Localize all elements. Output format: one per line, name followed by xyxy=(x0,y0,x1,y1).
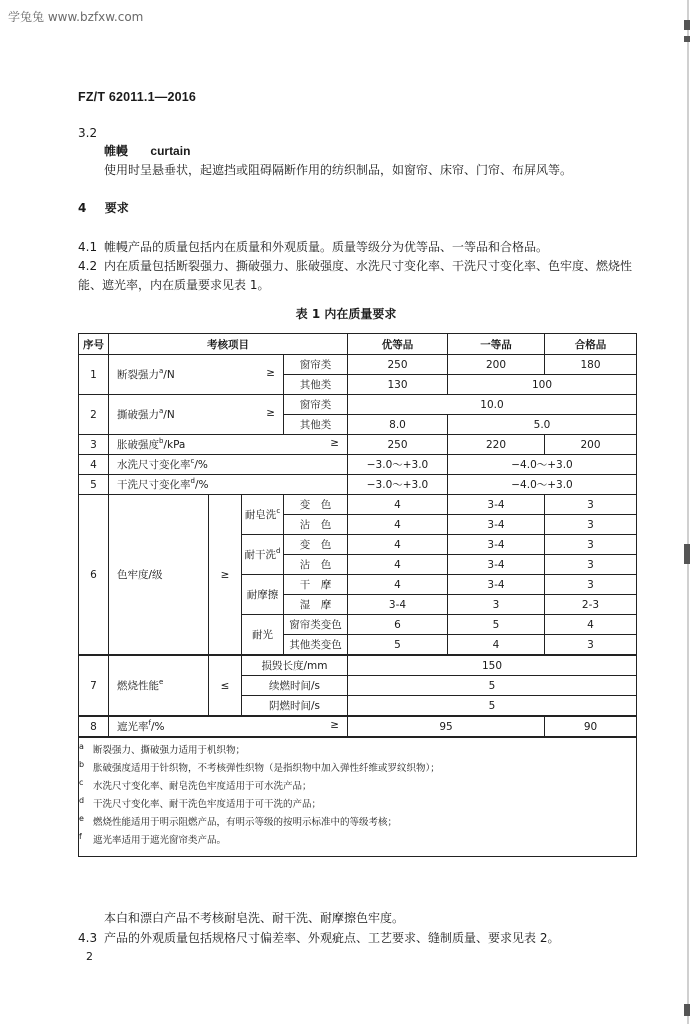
fastness-group: 耐皂洗$^c$ xyxy=(242,495,284,535)
item-name: 断裂强力$^a$/N ≥ xyxy=(109,355,284,395)
row-no: 5 xyxy=(79,475,109,495)
table-row xyxy=(79,355,637,375)
table-header-row xyxy=(79,334,637,355)
value-cell: 3-4 xyxy=(448,555,545,575)
table-notes-row xyxy=(79,737,637,857)
value-cell: 3 xyxy=(545,515,637,535)
value-cell: 3 xyxy=(545,535,637,555)
value-cell: 4 xyxy=(545,615,637,635)
value-cell: 3 xyxy=(545,575,637,595)
table-caption: 表 1 内在质量要求 xyxy=(295,307,397,321)
table-note: d 干洗尺寸变化率、耐干洗色牢度适用于可干洗的产品； xyxy=(79,796,322,810)
value-cell: 90 xyxy=(545,716,637,737)
value-cell: 95 xyxy=(348,716,545,737)
value-cell: 150 xyxy=(348,655,637,676)
table-notes xyxy=(79,737,637,857)
value-cell: 6 xyxy=(348,615,448,635)
row-no: 2 xyxy=(79,395,109,435)
value-cell: 4 xyxy=(348,575,448,595)
sub-item: 窗帘类 xyxy=(284,395,348,415)
table-row xyxy=(79,495,637,515)
row-no: 6 xyxy=(79,495,109,656)
sub-item: 续燃时间/s xyxy=(242,676,348,696)
value-cell: 250 xyxy=(348,435,448,455)
quality-requirements-table xyxy=(78,333,637,857)
item-name: 色牢度/级 xyxy=(109,495,209,656)
value-cell: 4 xyxy=(348,495,448,515)
value-cell: 5 xyxy=(348,635,448,656)
item-name: 遮光率$^f$/% ≥ xyxy=(109,716,348,737)
value-cell: 200 xyxy=(545,435,637,455)
value-cell: 8.0 xyxy=(348,415,448,435)
value-cell: 5 xyxy=(448,615,545,635)
item-name: 撕破强力$^a$/N ≥ xyxy=(109,395,284,435)
item-name: 干洗尺寸变化率$^d$/% xyxy=(109,475,348,495)
clause-4-1-text: 帷幔产品的质量包括内在质量和外观质量。质量等级分为优等品、一等品和合格品。 xyxy=(104,240,549,254)
sub-item: 变 色 xyxy=(284,535,348,555)
row-no: 4 xyxy=(79,455,109,475)
table-row xyxy=(79,455,637,475)
page-edge-mark xyxy=(684,20,690,30)
value-cell: 180 xyxy=(545,355,637,375)
item-name: 胀破强度$^b$/kPa ≥ xyxy=(109,435,348,455)
clause-3-2-definition: 使用时呈悬垂状，起遮挡或阻碍隔断作用的纺织制品，如窗帘、床帘、门帘、布屏风等。 xyxy=(104,163,573,177)
row-no: 1 xyxy=(79,355,109,395)
value-cell: 130 xyxy=(348,375,448,395)
item-name: 燃烧性能$^e$ xyxy=(109,655,209,716)
sub-item: 其他类 xyxy=(284,415,348,435)
sub-item: 窗帘类 xyxy=(284,355,348,375)
sub-item: 窗帘类变色 xyxy=(284,615,348,635)
table-row xyxy=(79,475,637,495)
value-cell: 220 xyxy=(448,435,545,455)
value-cell: −4.0～+3.0 xyxy=(448,455,637,475)
value-cell: 4 xyxy=(348,535,448,555)
value-cell: 2-3 xyxy=(545,595,637,615)
watermark: 学兔兔 www.bzfxw.com xyxy=(8,10,144,24)
value-cell: 3-4 xyxy=(448,575,545,595)
col-item-header: 考核项目 xyxy=(109,334,348,355)
row-no: 8 xyxy=(79,716,109,737)
page-edge-mark xyxy=(684,544,690,564)
value-cell: 200 xyxy=(448,355,545,375)
table-note: f 遮光率适用于遮光窗帘类产品。 xyxy=(79,832,227,846)
value-cell: 4 xyxy=(448,635,545,656)
paragraph-after-table: 本白和漂白产品不考核耐皂洗、耐干洗、耐摩擦色牢度。 xyxy=(104,911,405,925)
value-cell: 5 xyxy=(348,696,637,717)
table-note: a 断裂强力、撕破强力适用于机织物； xyxy=(79,742,246,756)
value-cell: 3-4 xyxy=(448,515,545,535)
value-cell: 3-4 xyxy=(348,595,448,615)
value-cell: 4 xyxy=(348,555,448,575)
item-name: 水洗尺寸变化率$^c$/% xyxy=(109,455,348,475)
term-cn: 帷幔 xyxy=(104,144,129,158)
clause-3-2-number: 3.2 xyxy=(78,126,98,140)
sub-item: 损毁长度/mm xyxy=(242,655,348,676)
fastness-group: 耐光 xyxy=(242,615,284,656)
fastness-group: 耐干洗$^d$ xyxy=(242,535,284,575)
clause-4-2-text-line1: 内在质量包括断裂强力、撕破强力、胀破强度、水洗尺寸变化率、干洗尺寸变化率、色牢度、燃烧性 xyxy=(104,259,633,273)
value-cell: 3-4 xyxy=(448,535,545,555)
page-edge-mark xyxy=(684,1004,690,1016)
term-en: curtain xyxy=(150,144,191,158)
sub-item: 其他类 xyxy=(284,375,348,395)
value-cell: −3.0～+3.0 xyxy=(348,455,448,475)
sub-item: 其他类变色 xyxy=(284,635,348,656)
value-cell: 5.0 xyxy=(448,415,637,435)
item-symbol: ≤ xyxy=(209,655,242,716)
page-edge-line xyxy=(687,0,689,1024)
col-no-header: 序号 xyxy=(79,334,109,355)
col-grade1-header: 优等品 xyxy=(348,334,448,355)
standard-number: FZ/T 62011.1—2016 xyxy=(78,90,197,104)
sub-item: 变 色 xyxy=(284,495,348,515)
sub-item: 干 摩 xyxy=(284,575,348,595)
page-number: 2 xyxy=(86,950,93,963)
value-cell: 100 xyxy=(448,375,637,395)
table-row xyxy=(79,435,637,455)
value-cell: 4 xyxy=(348,515,448,535)
value-cell: 3-4 xyxy=(448,495,545,515)
section-4-number: 4 xyxy=(78,201,87,215)
table-note: e 燃烧性能适用于明示阻燃产品，有明示等级的按明示标准中的等级考核； xyxy=(79,814,398,828)
clause-3-2-term xyxy=(104,142,190,160)
table-note: b 胀破强度适用于针织物，不考核弹性织物（是指织物中加入弹性纤维或罗纹织物）； xyxy=(79,760,440,774)
table-row xyxy=(79,395,637,415)
sub-item: 沾 色 xyxy=(284,515,348,535)
clause-4-3-text: 产品的外观质量包括规格尺寸偏差率、外观疵点、工艺要求、缝制质量、要求见表 2。 xyxy=(104,931,560,945)
value-cell: 3 xyxy=(545,495,637,515)
value-cell: −4.0～+3.0 xyxy=(448,475,637,495)
page-edge-mark xyxy=(684,36,690,42)
section-4-title: 要求 xyxy=(104,201,129,215)
clause-4-3-number: 4.3 xyxy=(78,931,98,945)
table-row xyxy=(79,716,637,737)
value-cell: 3 xyxy=(545,635,637,656)
col-grade3-header: 合格品 xyxy=(545,334,637,355)
clause-4-2-number: 4.2 xyxy=(78,259,98,273)
item-symbol: ≥ xyxy=(209,495,242,656)
value-cell: 10.0 xyxy=(348,395,637,415)
row-no: 3 xyxy=(79,435,109,455)
fastness-group: 耐摩擦 xyxy=(242,575,284,615)
table-row xyxy=(79,655,637,676)
sub-item: 阴燃时间/s xyxy=(242,696,348,717)
row-no: 7 xyxy=(79,655,109,716)
section-4-heading xyxy=(78,199,129,217)
value-cell: 3 xyxy=(448,595,545,615)
value-cell: 3 xyxy=(545,555,637,575)
col-grade2-header: 一等品 xyxy=(448,334,545,355)
sub-item: 沾 色 xyxy=(284,555,348,575)
value-cell: 250 xyxy=(348,355,448,375)
value-cell: 5 xyxy=(348,676,637,696)
clause-4-2-text-line2: 能、遮光率，内在质量要求见表 1。 xyxy=(78,278,270,292)
table-note: c 水洗尺寸变化率、耐皂洗色牢度适用于可水洗产品； xyxy=(79,778,312,792)
sub-item: 湿 摩 xyxy=(284,595,348,615)
clause-4-1-number: 4.1 xyxy=(78,240,98,254)
value-cell: −3.0～+3.0 xyxy=(348,475,448,495)
